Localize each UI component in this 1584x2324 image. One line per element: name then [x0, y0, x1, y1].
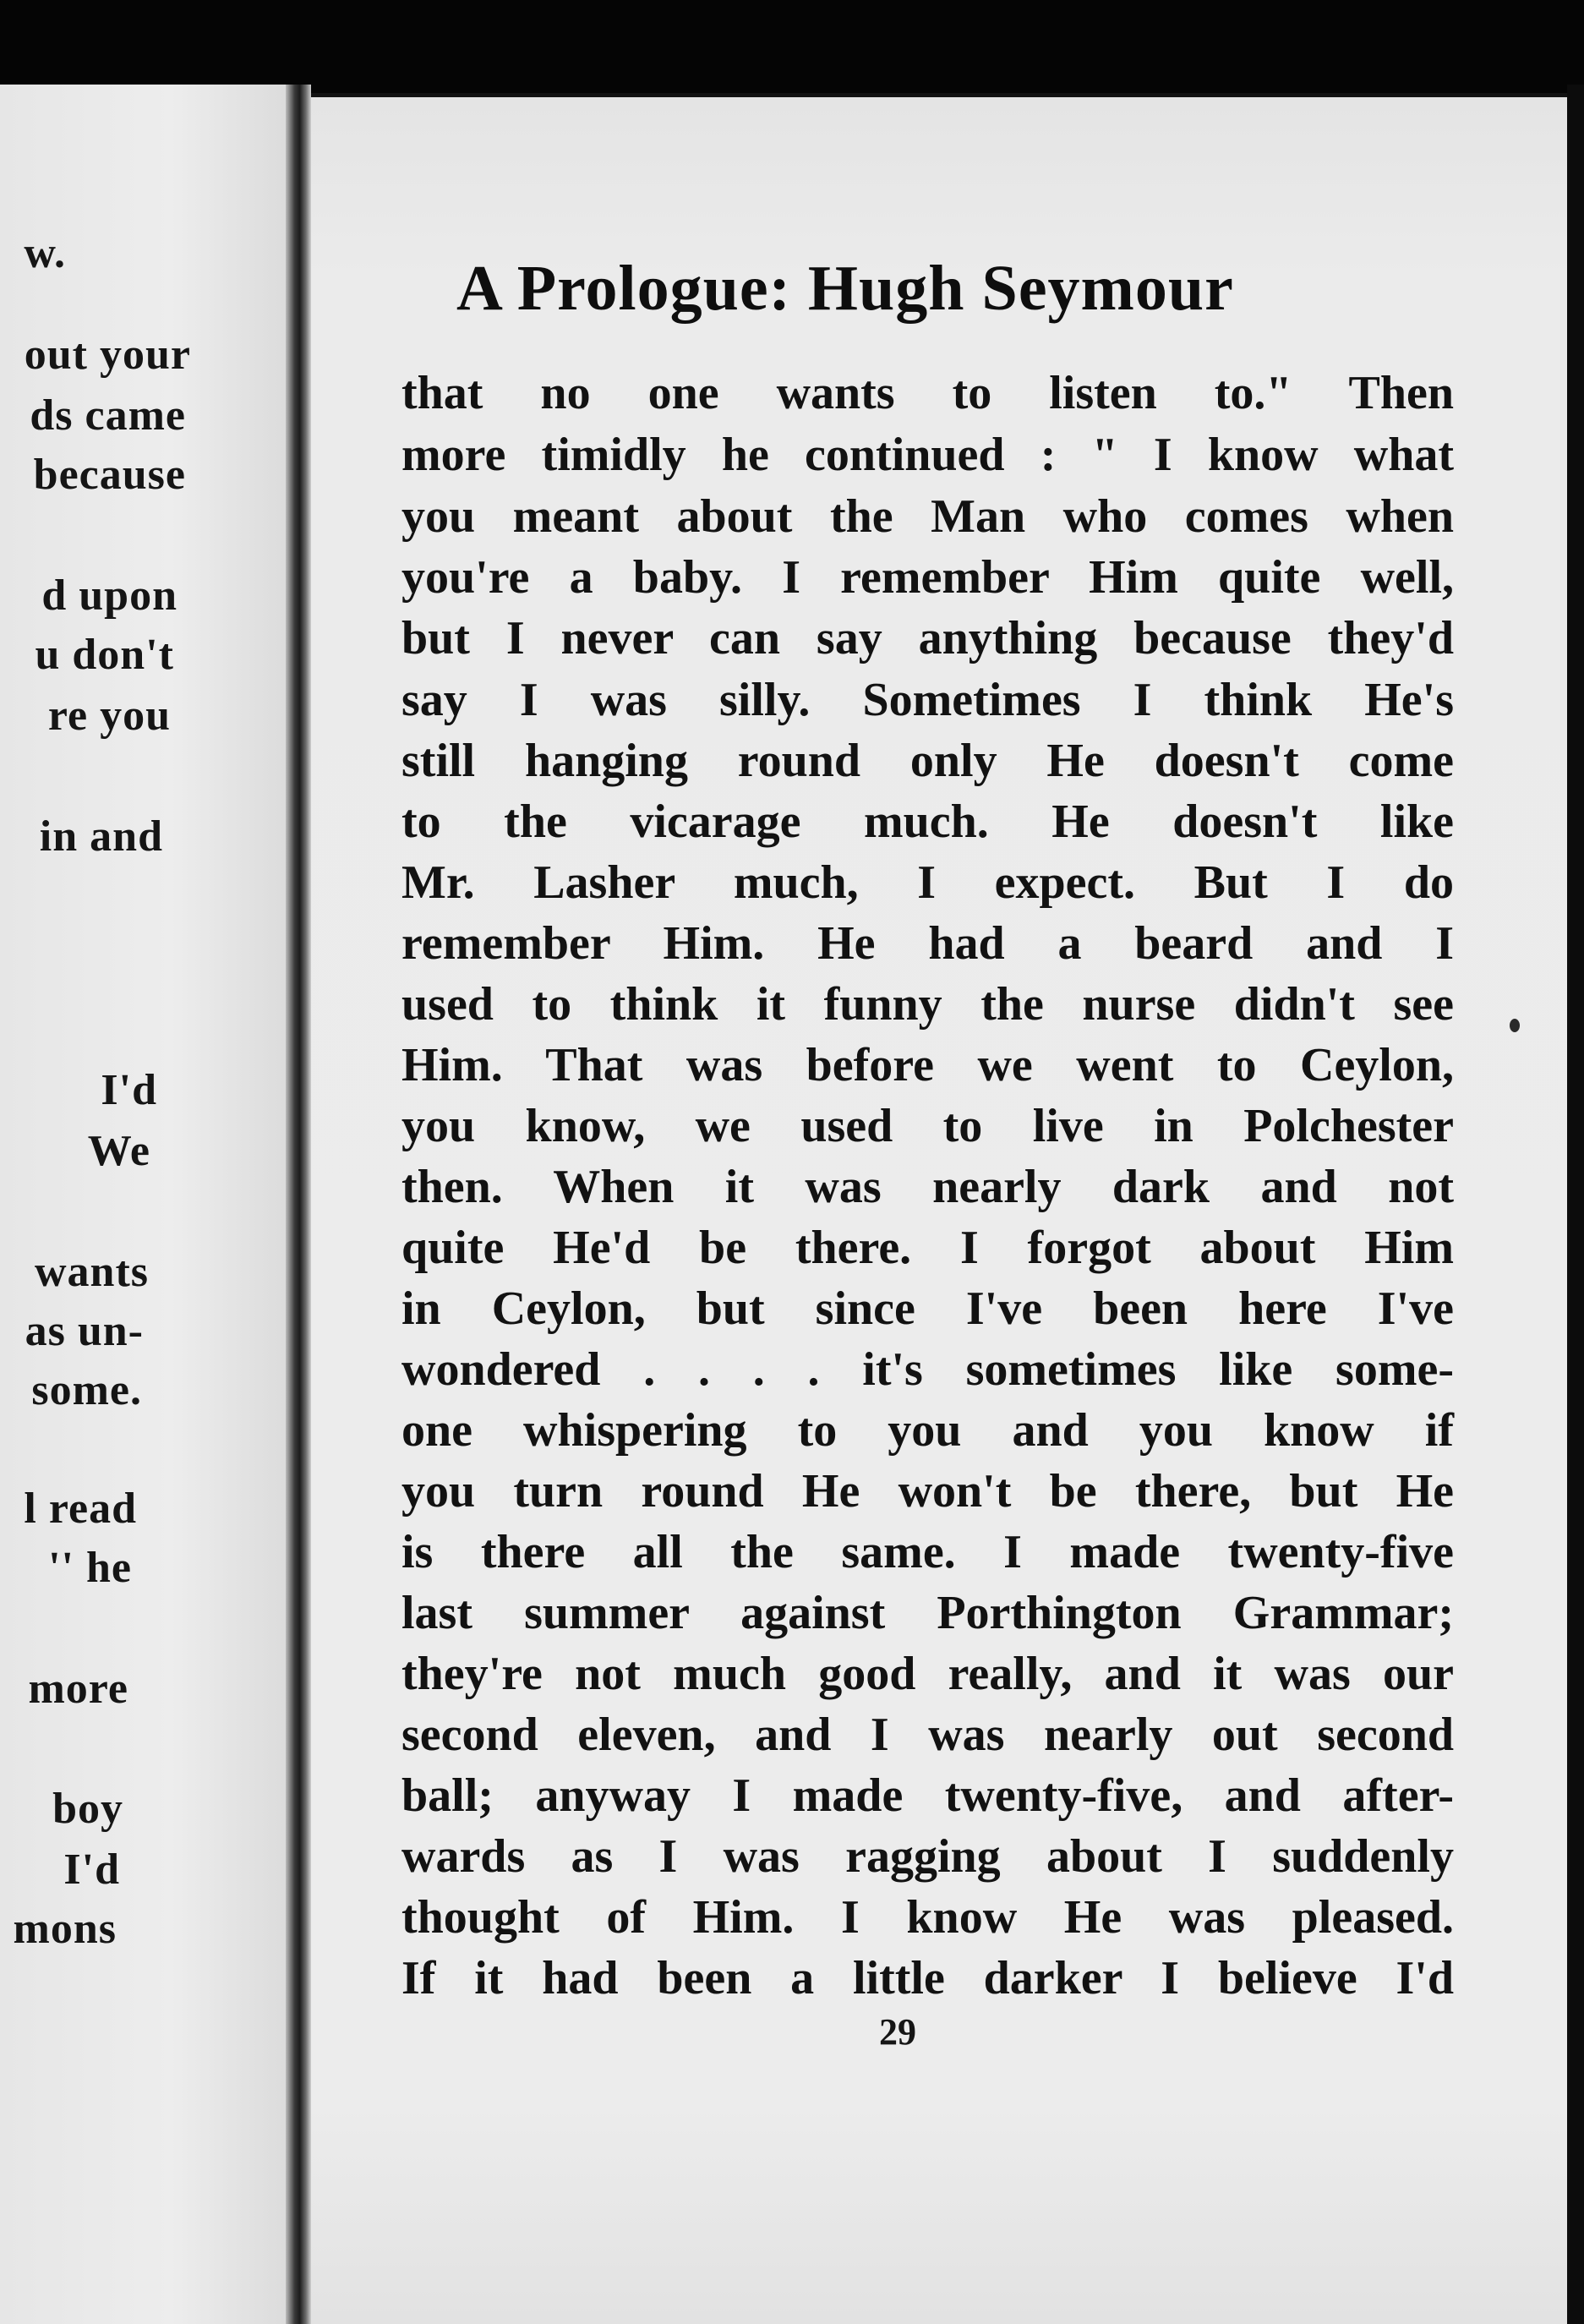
- body-text-line: you turn round He won't be there, but He: [401, 1465, 1454, 1517]
- page-number: 29: [879, 2011, 916, 2053]
- body-text-line: second eleven, and I was nearly out second: [401, 1709, 1454, 1761]
- body-text-line: more timidly he continued : " I know what: [401, 429, 1454, 481]
- body-text-line: you're a baby. I remember Him quite well,: [401, 551, 1454, 604]
- body-text-line: still hanging round only He doesn't come: [401, 735, 1454, 787]
- left-page-fragment: d upon: [41, 571, 178, 620]
- body-text-line: last summer against Porthington Grammar;: [401, 1587, 1454, 1639]
- left-page-fragment: I'd: [101, 1066, 157, 1114]
- book-gutter: [286, 85, 311, 2324]
- left-page-fragment: re you: [47, 692, 171, 740]
- body-text-line: used to think it funny the nurse didn't see: [401, 978, 1454, 1031]
- left-page-fragment: out your: [24, 331, 191, 379]
- body-text-line: you meant about the Man who comes when: [401, 490, 1454, 543]
- scan-top-border: [0, 0, 1584, 93]
- body-text-line: wondered . . . . it's sometimes like some-: [401, 1343, 1454, 1396]
- left-page-fragment: wants: [34, 1248, 149, 1296]
- body-text-line: in Ceylon, but since I've been here I've: [401, 1282, 1454, 1335]
- body-text-line: remember Him. He had a beard and I: [401, 917, 1454, 970]
- body-text-line: one whispering to you and you know if: [401, 1404, 1454, 1457]
- left-page-fragment: ds came: [30, 391, 186, 440]
- body-text-line: that no one wants to listen to." Then: [401, 367, 1454, 419]
- left-page-fragment: We: [87, 1127, 150, 1175]
- left-page-fragment: l read: [24, 1485, 137, 1533]
- left-page: [0, 85, 286, 2324]
- left-page-fragment: in and: [39, 812, 163, 861]
- body-text-line: say I was silly. Sometimes I think He's: [401, 674, 1454, 726]
- ink-speck: [1510, 1019, 1520, 1032]
- left-page-fragment: w.: [24, 229, 66, 277]
- left-page-fragment: '' he: [48, 1544, 132, 1592]
- body-text-line: to the vicarage much. He doesn't like: [401, 796, 1454, 848]
- body-text-line: then. When it was nearly dark and not: [401, 1161, 1454, 1213]
- body-text-line: If it had been a little darker I believe I'd: [401, 1952, 1454, 2004]
- body-text-line: ball; anyway I made twenty-five, and after-: [401, 1769, 1454, 1822]
- left-page-fragment: because: [33, 451, 186, 499]
- body-text-line: quite He'd be there. I forgot about Him: [401, 1222, 1454, 1274]
- left-page-fragment: u don't: [35, 631, 174, 679]
- body-text-line: is there all the same. I made twenty-five: [401, 1526, 1454, 1578]
- page-title: A Prologue: Hugh Seymour: [456, 253, 1234, 324]
- left-page-fragment: as un-: [25, 1307, 144, 1355]
- scan-right-border: [1567, 85, 1584, 2324]
- body-text-line: you know, we used to live in Polchester: [401, 1100, 1454, 1152]
- left-page-fragment: more: [28, 1665, 128, 1713]
- body-text-line: thought of Him. I know He was pleased.: [401, 1891, 1454, 1944]
- left-page-fragment: boy: [52, 1785, 123, 1833]
- body-text-line: but I never can say anything because they'd: [401, 612, 1454, 664]
- left-page-fragment: mons: [13, 1905, 117, 1953]
- left-page-fragment: some.: [31, 1366, 142, 1414]
- body-text-line: wards as I was ragging about I suddenly: [401, 1830, 1454, 1883]
- body-text-line: they're not much good really, and it was our: [401, 1648, 1454, 1700]
- body-text-line: Him. That was before we went to Ceylon,: [401, 1039, 1454, 1091]
- left-page-fragment: I'd: [63, 1846, 120, 1894]
- body-text-line: Mr. Lasher much, I expect. But I do: [401, 856, 1454, 909]
